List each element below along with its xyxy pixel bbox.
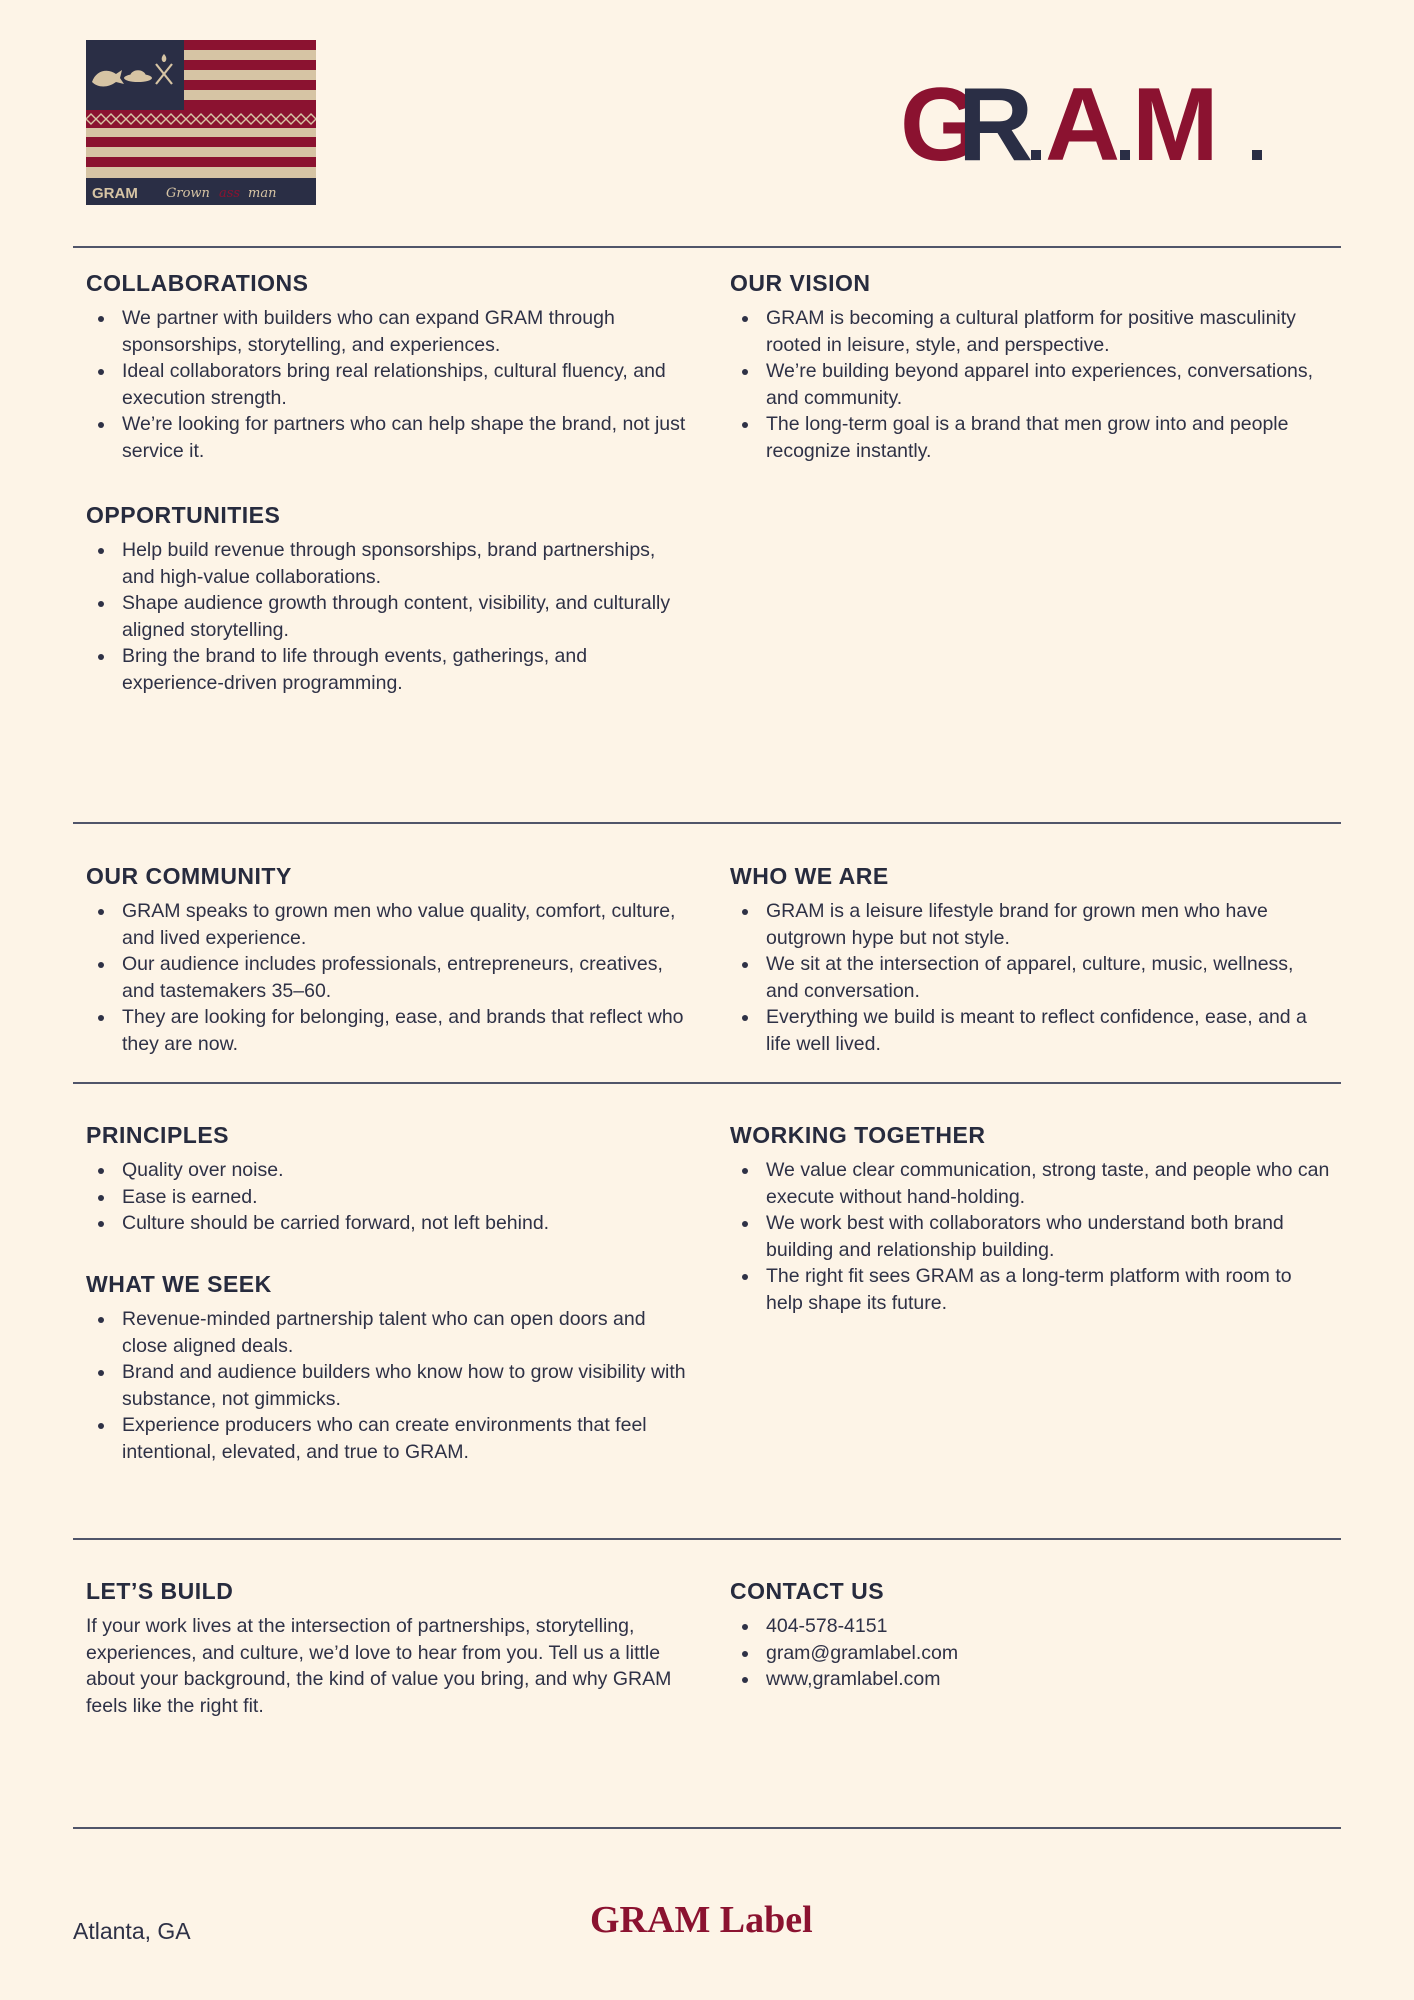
collaborations-list (86, 305, 686, 464)
our-community-list (86, 898, 686, 1057)
working-together-list (730, 1157, 1330, 1316)
list-item: Help build revenue through sponsorships, brand partnerships, and high-value collaborations. (122, 537, 686, 590)
svg-text:G: G (900, 68, 975, 178)
our-community-section (86, 863, 686, 1057)
section-title: WHO WE ARE (730, 863, 889, 889)
section-title: WHAT WE SEEK (86, 1271, 272, 1297)
lets-build-section (86, 1578, 686, 1719)
list-item: The right fit sees GRAM as a long-term platform with room to help shape its future. (766, 1263, 1330, 1316)
list-item: Culture should be carried forward, not left behind. (122, 1210, 686, 1237)
lets-build-text: If your work lives at the intersection of partnerships, storytelling, experiences, and culture, we’d love to hear from you. Tell us a little about your background, the kind of value you bring, and why GRAM feels like the right fit. (86, 1615, 672, 1717)
list-item: We work best with collaborators who understand both brand building and relationship building. (766, 1210, 1330, 1263)
gram-wordmark-logo (900, 68, 1265, 178)
our-vision-list (730, 305, 1330, 464)
footer-brand: GRAM Label (590, 1899, 813, 1941)
list-item: Revenue-minded partnership talent who can open doors and close aligned deals. (122, 1306, 686, 1359)
list-item: They are looking for belonging, ease, and brands that reflect who they are now. (122, 1004, 686, 1057)
section-title: LET’S BUILD (86, 1578, 234, 1604)
section-title: OPPORTUNITIES (86, 502, 281, 528)
contact-list (730, 1613, 1330, 1693)
svg-text:A: A (1045, 68, 1121, 178)
list-item: We partner with builders who can expand GRAM through sponsorships, storytelling, and experiences. (122, 305, 686, 358)
list-item: GRAM is becoming a cultural platform for positive masculinity rooted in leisure, style, and perspective. (766, 305, 1330, 358)
collaborations-section (86, 270, 686, 464)
svg-text:Grown: Grown (166, 186, 210, 201)
list-item: We value clear communication, strong taste, and people who can execute without hand-holding. (766, 1157, 1330, 1210)
working-together-section (730, 1122, 1330, 1316)
who-we-are-section (730, 863, 1330, 1057)
section-title: PRINCIPLES (86, 1122, 230, 1148)
list-item: Bring the brand to life through events, gatherings, and experience-driven programming. (122, 643, 686, 696)
opportunities-list (86, 537, 686, 696)
section-title: COLLABORATIONS (86, 270, 309, 296)
svg-text:man: man (248, 186, 277, 201)
our-vision-section (730, 270, 1330, 464)
what-we-seek-section (86, 1271, 686, 1465)
list-item: The long-term goal is a brand that men grow into and people recognize instantly. (766, 411, 1330, 464)
list-item: GRAM speaks to grown men who value quality, comfort, culture, and lived experience. (122, 898, 686, 951)
list-item: Brand and audience builders who know how to grow visibility with substance, not gimmicks. (122, 1359, 686, 1412)
section-title: CONTACT US (730, 1578, 885, 1604)
svg-text:ass: ass (219, 186, 241, 201)
who-we-are-list (730, 898, 1330, 1057)
list-item: We sit at the intersection of apparel, culture, music, wellness, and conversation. (766, 951, 1330, 1004)
svg-text:R: R (958, 68, 1028, 178)
svg-text:GRAM: GRAM (92, 185, 138, 202)
divider (73, 246, 1341, 248)
what-we-seek-list (86, 1306, 686, 1465)
list-item: GRAM is a leisure lifestyle brand for grown men who have outgrown hype but not style. (766, 898, 1330, 951)
contact-us-section (730, 1578, 1330, 1693)
divider (73, 822, 1341, 824)
email-link[interactable]: gram@gramlabel.com (766, 1640, 1330, 1667)
divider (73, 1538, 1341, 1540)
gram-flag-logo-icon (86, 40, 316, 205)
website-link[interactable]: www,gramlabel.com (766, 1666, 1330, 1693)
list-item: Experience producers who can create environments that feel intentional, elevated, and true to GRAM. (122, 1412, 686, 1465)
principles-list (86, 1157, 686, 1237)
list-item: Our audience includes professionals, entrepreneurs, creatives, and tastemakers 35–60. (122, 951, 686, 1004)
list-item: Shape audience growth through content, visibility, and culturally aligned storytelling. (122, 590, 686, 643)
list-item: We’re looking for partners who can help shape the brand, not just service it. (122, 411, 686, 464)
divider (73, 1082, 1341, 1084)
list-item: Ease is earned. (122, 1184, 686, 1211)
svg-text:M: M (1132, 68, 1219, 178)
opportunities-section (86, 502, 686, 696)
list-item: Quality over noise. (122, 1157, 686, 1184)
phone-number[interactable]: 404-578-4151 (766, 1613, 1330, 1640)
section-title: OUR VISION (730, 270, 871, 296)
footer-city: Atlanta, GA (73, 1918, 191, 1944)
principles-section (86, 1122, 686, 1237)
section-title: WORKING TOGETHER (730, 1122, 986, 1148)
list-item: Everything we build is meant to reflect confidence, ease, and a life well lived. (766, 1004, 1330, 1057)
divider (73, 1827, 1341, 1829)
section-title: OUR COMMUNITY (86, 863, 292, 889)
list-item: Ideal collaborators bring real relationships, cultural fluency, and execution strength. (122, 358, 686, 411)
list-item: We’re building beyond apparel into experiences, conversations, and community. (766, 358, 1330, 411)
